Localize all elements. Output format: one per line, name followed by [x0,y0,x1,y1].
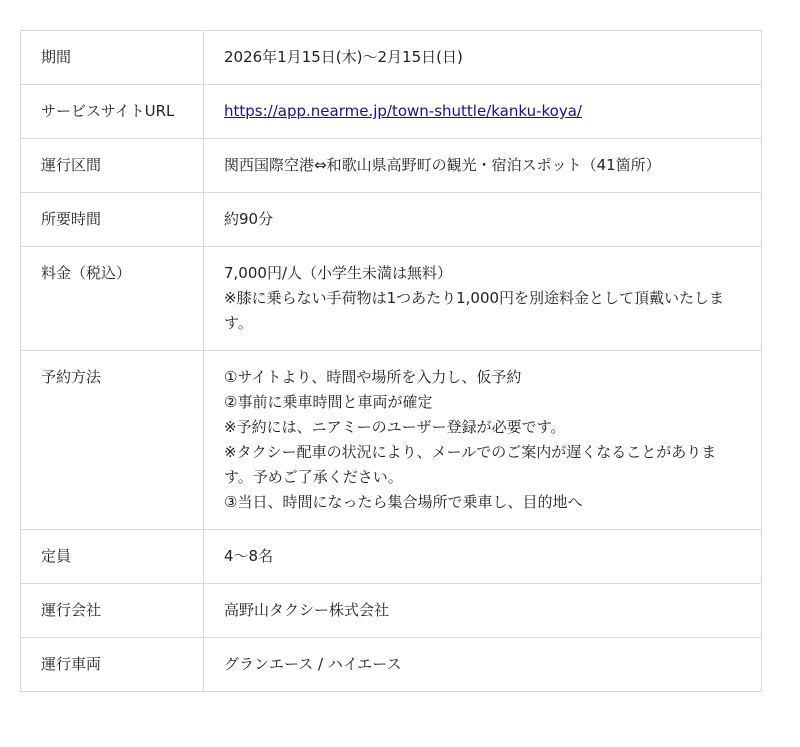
info-table [20,30,762,692]
table-row-service-url [21,85,762,139]
operator-text: 高野山タクシー株式会社 [224,601,390,619]
row-label: 運行会社 [21,584,204,638]
duration-text: 約90分 [224,210,274,228]
row-label: 期間 [21,31,204,85]
table-row-vehicle [21,638,762,692]
vehicle-text: グランエース / ハイエース [224,655,402,673]
reservation-step-3: ③当日、時間になったら集合場所で乗車し、目的地へ [224,493,583,511]
table-row-period [21,31,762,85]
row-value [204,351,762,530]
reservation-step-1: ①サイトより、時間や場所を入力し、仮予約 [224,368,522,386]
row-value [204,584,762,638]
route-text: 関西国際空港⇔和歌山県高野町の観光・宿泊スポット（41箇所） [224,156,661,174]
row-value [204,193,762,247]
row-label: サービスサイトURL [21,85,204,139]
row-label: 料金（税込） [21,247,204,351]
row-label: 所要時間 [21,193,204,247]
table-row-reservation [21,351,762,530]
table-row-operator [21,584,762,638]
row-label: 定員 [21,530,204,584]
reservation-step-2: ②事前に乗車時間と車両が確定 [224,393,433,411]
row-label: 予約方法 [21,351,204,530]
reservation-note-1: ※予約には、ニアミーのユーザー登録が必要です。 [224,418,566,436]
row-label: 運行車両 [21,638,204,692]
table-row-fare [21,247,762,351]
row-value [204,139,762,193]
row-value [204,247,762,351]
row-value [204,85,762,139]
period-text: 2026年1月15日(木)〜2月15日(日) [224,48,463,66]
fare-text: 7,000円/人（小学生未満は無料） [224,264,452,282]
reservation-note-2: ※タクシー配車の状況により、メールでのご案内が遅くなることがあります。予めご了承ください。 [224,443,717,486]
row-value [204,530,762,584]
fare-note: ※膝に乗らない手荷物は1つあたり1,000円を別途料金として頂戴いたします。 [224,289,725,332]
capacity-text: 4〜8名 [224,547,274,565]
row-label: 運行区間 [21,139,204,193]
row-value [204,638,762,692]
table-row-duration [21,193,762,247]
row-value [204,31,762,85]
table-row-capacity [21,530,762,584]
table-row-route [21,139,762,193]
service-site-link[interactable]: https://app.nearme.jp/town-shuttle/kanku-koya/ [224,102,582,120]
